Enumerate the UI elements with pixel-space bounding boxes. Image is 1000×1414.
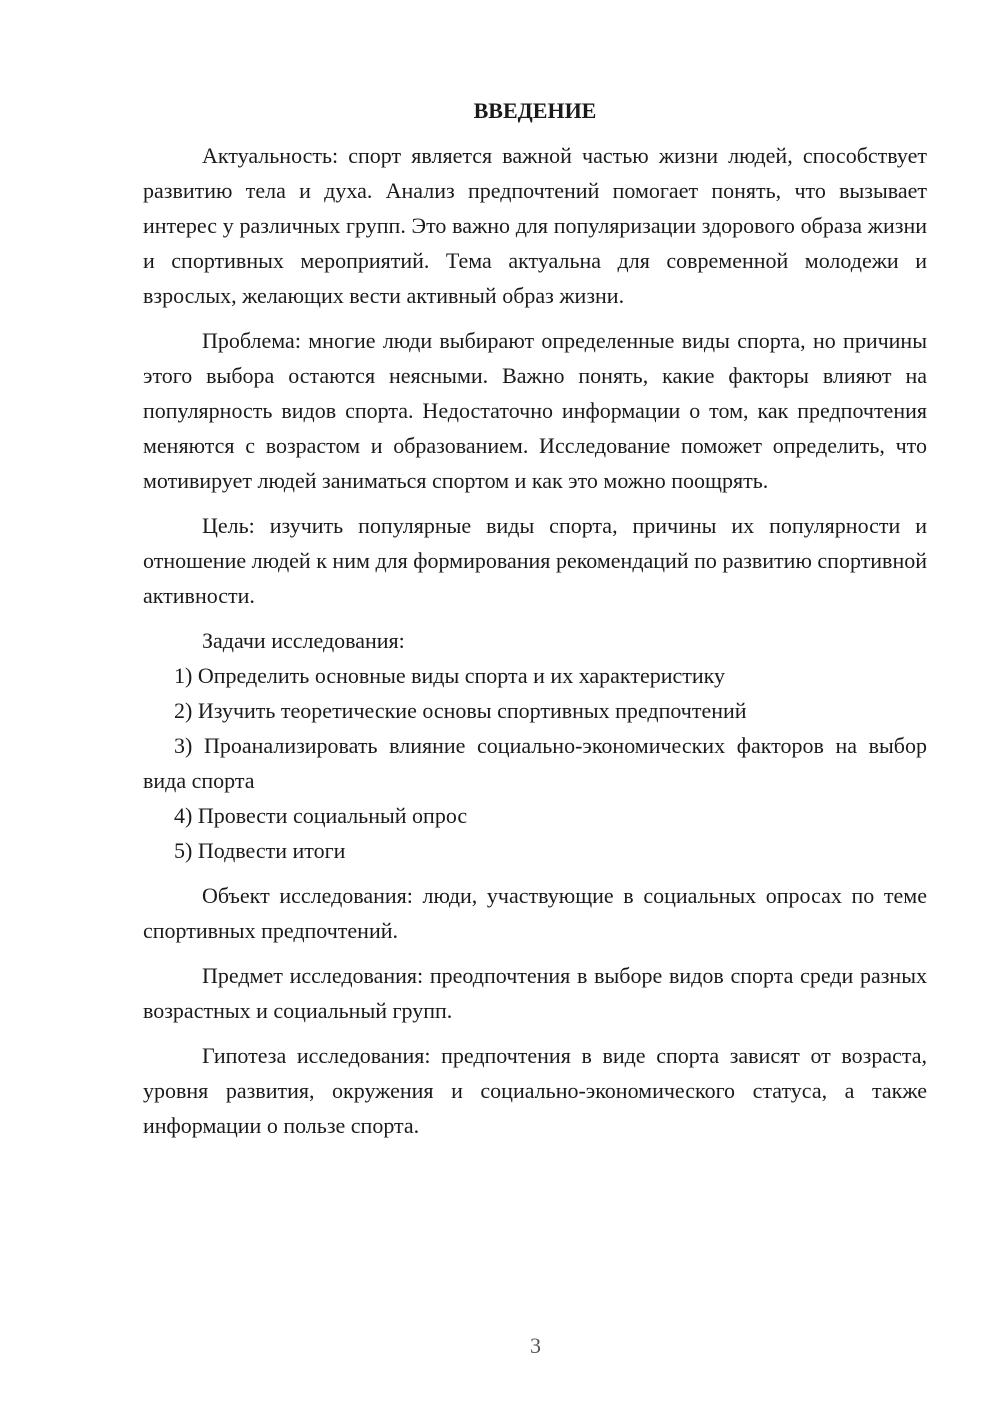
page-content bbox=[143, 96, 927, 1143]
hypothesis-paragraph: Гипотеза исследования: предпочтения в виде спорта зависят от возраста, уровня развития, окружения и социально-экономического статуса, а также информации о пользе спорта. bbox=[143, 1043, 927, 1138]
task-item-1: 1) Определить основные виды спорта и их характеристику bbox=[174, 663, 726, 688]
task-item-3: 3) Проанализировать влияние социально-экономических факторов на выбор вида спорта bbox=[143, 733, 927, 793]
task-item-5: 5) Подвести итоги bbox=[174, 838, 346, 863]
subject-paragraph: Предмет исследования: преодпочтения в выборе видов спорта среди разных возрастных и социальный групп. bbox=[143, 963, 927, 1023]
section-heading: ВВЕДЕНИЕ bbox=[473, 98, 597, 123]
page-number: 3 bbox=[530, 1333, 541, 1358]
relevance-paragraph: Актуальность: спорт является важной частью жизни людей, способствует развитию тела и духа. Анализ предпочтений помогает понять, что вызывает интерес у различных групп. Это важно для популяризации здорового образа жизни и спортивных мероприятий. Тема актуальна для современной молодежи и взрослых, желающих вести активный образ жизни. bbox=[143, 143, 927, 308]
problem-paragraph: Проблема: многие люди выбирают определенные виды спорта, но причины этого выбора остаются неясными. Важно понять, какие факторы влияют на популярность видов спорта. Недостаточно информации о том, как предпочтения меняются с возрастом и образованием. Исследование поможет определить, что мотивирует людей заниматься спортом и как это можно поощрять. bbox=[143, 328, 927, 493]
goal-paragraph: Цель: изучить популярные виды спорта, причины их популярности и отношение людей к ним для формирования рекомендаций по развитию спортивной активности. bbox=[143, 513, 927, 608]
task-item-2: 2) Изучить теоретические основы спортивных предпочтений bbox=[174, 698, 747, 723]
task-item-4: 4) Провести социальный опрос bbox=[174, 803, 468, 828]
object-paragraph: Объект исследования: люди, участвующие в социальных опросах по теме спортивных предпочтений. bbox=[143, 883, 927, 943]
tasks-title: Задачи исследования: bbox=[202, 628, 405, 653]
